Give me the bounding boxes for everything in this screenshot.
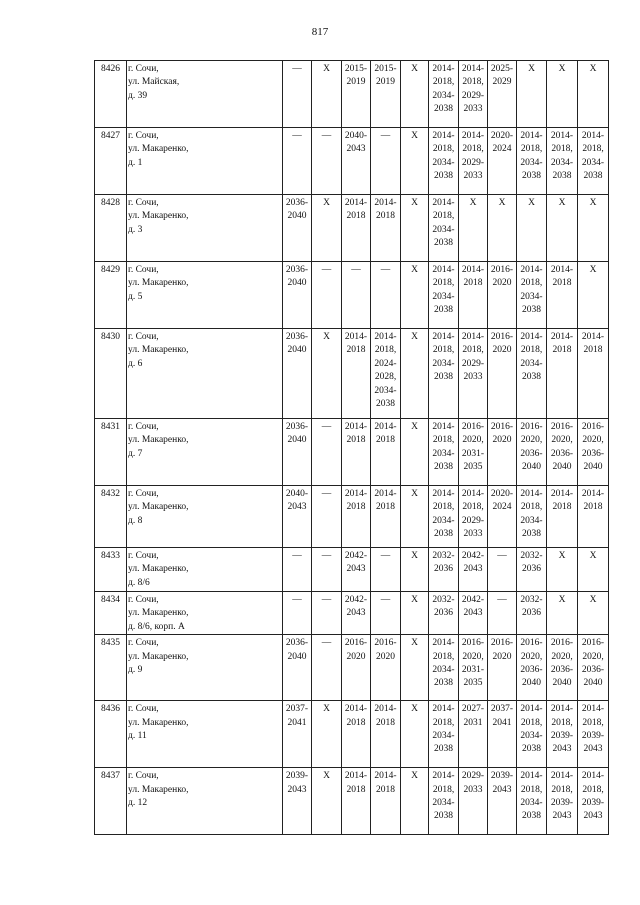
- address-line: ул. Макаренко,: [128, 211, 189, 222]
- period-cell: —: [488, 548, 517, 592]
- address-line: ул. Макаренко,: [128, 144, 189, 155]
- period-cell: —: [371, 128, 401, 195]
- period-cell: 2014- 2018: [371, 701, 401, 768]
- period-cell: 2014- 2018, 2034- 2038: [429, 128, 459, 195]
- address-line: д. 6: [128, 358, 143, 369]
- period-cell: X: [312, 701, 342, 768]
- period-cell: X: [401, 701, 429, 768]
- period-cell: X: [401, 592, 429, 635]
- period-cell: 2014- 2018: [578, 486, 609, 548]
- period-cell: 2042- 2043: [459, 548, 488, 592]
- period-cell: 2014- 2018: [578, 329, 609, 419]
- table-row: [95, 548, 609, 592]
- period-cell: 2014- 2018, 2034- 2038: [429, 486, 459, 548]
- table-row: [95, 419, 609, 486]
- period-cell: 2025- 2029: [488, 61, 517, 128]
- row-number: 8437: [95, 768, 127, 835]
- address-line: д. 11: [128, 731, 147, 742]
- address-line: ул. Макаренко,: [128, 608, 189, 619]
- period-cell: X: [401, 128, 429, 195]
- period-cell: 2040- 2043: [342, 128, 371, 195]
- address-line: ул. Макаренко,: [128, 435, 189, 446]
- row-number: 8436: [95, 701, 127, 768]
- period-cell: X: [459, 195, 488, 262]
- address-line: д. 3: [128, 224, 143, 235]
- period-cell: X: [517, 61, 547, 128]
- period-cell: X: [578, 548, 609, 592]
- address-cell: [127, 548, 283, 592]
- period-cell: 2016- 2020, 2036- 2040: [547, 635, 578, 701]
- address-line: д. 12: [128, 798, 148, 809]
- period-cell: 2014- 2018, 2029- 2033: [459, 61, 488, 128]
- period-cell: X: [312, 61, 342, 128]
- period-cell: 2036- 2040: [283, 419, 312, 486]
- period-cell: 2015- 2019: [342, 61, 371, 128]
- period-cell: 2020- 2024: [488, 128, 517, 195]
- table-row: [95, 768, 609, 835]
- period-cell: 2032- 2036: [429, 548, 459, 592]
- period-cell: X: [401, 419, 429, 486]
- period-cell: X: [401, 548, 429, 592]
- period-cell: 2014- 2018: [342, 701, 371, 768]
- period-cell: 2014- 2018, 2039- 2043: [578, 701, 609, 768]
- period-cell: 2016- 2020: [488, 329, 517, 419]
- period-cell: 2014- 2018, 2034- 2038: [429, 701, 459, 768]
- period-cell: X: [488, 195, 517, 262]
- period-cell: 2014- 2018, 2034- 2038: [517, 701, 547, 768]
- period-cell: 2014- 2018, 2029- 2033: [459, 329, 488, 419]
- period-cell: 2016- 2020: [488, 635, 517, 701]
- address-line: г. Сочи,: [128, 595, 159, 605]
- period-cell: 2016- 2020: [371, 635, 401, 701]
- table-row: [95, 195, 609, 262]
- address-cell: [127, 61, 283, 128]
- period-cell: 2020- 2024: [488, 486, 517, 548]
- period-cell: 2014- 2018, 2034- 2038: [578, 128, 609, 195]
- address-line: д. 8/6, корп. А: [128, 621, 185, 632]
- period-cell: 2014- 2018: [342, 486, 371, 548]
- row-number: 8430: [95, 329, 127, 419]
- address-cell: [127, 486, 283, 548]
- table-row: [95, 329, 609, 419]
- period-cell: 2014- 2018: [342, 195, 371, 262]
- period-cell: 2014- 2018: [371, 768, 401, 835]
- address-line: г. Сочи,: [128, 704, 159, 715]
- period-cell: 2014- 2018, 2034- 2038: [517, 486, 547, 548]
- period-cell: 2039- 2043: [488, 768, 517, 835]
- row-number: 8434: [95, 592, 127, 635]
- period-cell: X: [547, 592, 578, 635]
- period-cell: 2014- 2018: [342, 329, 371, 419]
- row-number: 8429: [95, 262, 127, 329]
- row-number: 8431: [95, 419, 127, 486]
- period-cell: 2027- 2031: [459, 701, 488, 768]
- address-line: г. Сочи,: [128, 332, 159, 342]
- address-line: г. Сочи,: [128, 198, 159, 208]
- period-cell: —: [312, 548, 342, 592]
- address-cell: [127, 329, 283, 419]
- address-cell: [127, 768, 283, 835]
- period-cell: X: [517, 195, 547, 262]
- address-cell: [127, 128, 283, 195]
- period-cell: 2014- 2018, 2034- 2038: [517, 128, 547, 195]
- period-cell: 2014- 2018, 2034- 2038: [429, 329, 459, 419]
- period-cell: 2016- 2020, 2036- 2040: [578, 635, 609, 701]
- period-cell: 2036- 2040: [283, 262, 312, 329]
- period-cell: 2037- 2041: [488, 701, 517, 768]
- period-cell: X: [578, 592, 609, 635]
- period-cell: 2014- 2018: [547, 329, 578, 419]
- period-cell: 2042- 2043: [459, 592, 488, 635]
- row-number: 8435: [95, 635, 127, 701]
- period-cell: X: [401, 486, 429, 548]
- period-cell: 2014- 2018, 2034- 2038: [429, 419, 459, 486]
- period-cell: 2015- 2019: [371, 61, 401, 128]
- period-cell: X: [401, 61, 429, 128]
- row-number: 8433: [95, 548, 127, 592]
- period-cell: 2036- 2040: [283, 329, 312, 419]
- period-cell: 2016- 2020, 2036- 2040: [578, 419, 609, 486]
- period-cell: —: [283, 548, 312, 592]
- address-line: ул. Макаренко,: [128, 651, 189, 662]
- address-line: д. 8: [128, 515, 143, 526]
- period-cell: —: [283, 128, 312, 195]
- period-cell: 2014- 2018, 2034- 2038: [429, 768, 459, 835]
- address-line: г. Сочи,: [128, 64, 159, 74]
- row-number: 8432: [95, 486, 127, 548]
- period-cell: X: [401, 195, 429, 262]
- period-cell: 2014- 2018, 2024- 2028, 2034- 2038: [371, 329, 401, 419]
- period-cell: —: [312, 262, 342, 329]
- period-cell: X: [401, 262, 429, 329]
- period-cell: 2016- 2020: [342, 635, 371, 701]
- address-line: г. Сочи,: [128, 638, 159, 649]
- period-cell: 2014- 2018, 2029- 2033: [459, 486, 488, 548]
- period-cell: 2016- 2020, 2036- 2040: [517, 419, 547, 486]
- address-cell: [127, 635, 283, 701]
- period-cell: —: [371, 548, 401, 592]
- address-line: г. Сочи,: [128, 489, 159, 499]
- address-line: ул. Макаренко,: [128, 502, 189, 513]
- row-number: 8427: [95, 128, 127, 195]
- table-row: [95, 61, 609, 128]
- address-cell: [127, 701, 283, 768]
- table-row: [95, 128, 609, 195]
- period-cell: 2014- 2018, 2039- 2043: [547, 701, 578, 768]
- period-cell: 2014- 2018: [371, 195, 401, 262]
- page-number: 817: [311, 26, 329, 38]
- period-cell: 2032- 2036: [517, 592, 547, 635]
- period-cell: 2016- 2020, 2031- 2035: [459, 419, 488, 486]
- period-cell: 2014- 2018, 2034- 2038: [517, 262, 547, 329]
- address-line: г. Сочи,: [128, 422, 159, 432]
- address-line: г. Сочи,: [128, 771, 159, 782]
- period-cell: —: [371, 262, 401, 329]
- period-cell: —: [312, 635, 342, 701]
- period-cell: 2029- 2033: [459, 768, 488, 835]
- address-cell: [127, 419, 283, 486]
- period-cell: X: [401, 329, 429, 419]
- period-cell: 2014- 2018, 2034- 2038: [429, 262, 459, 329]
- period-cell: —: [312, 419, 342, 486]
- address-line: ул. Макаренко,: [128, 784, 189, 795]
- address-line: ул. Макаренко,: [128, 564, 189, 575]
- address-line: ул. Макаренко,: [128, 345, 189, 356]
- period-cell: 2014- 2018, 2034- 2038: [429, 195, 459, 262]
- period-cell: 2014- 2018: [547, 486, 578, 548]
- address-cell: [127, 195, 283, 262]
- period-cell: 2014- 2018, 2039- 2043: [547, 768, 578, 835]
- period-cell: X: [312, 195, 342, 262]
- address-line: г. Сочи,: [128, 131, 159, 141]
- address-line: д. 1: [128, 157, 143, 168]
- period-cell: X: [547, 195, 578, 262]
- address-cell: [127, 592, 283, 635]
- period-cell: X: [547, 548, 578, 592]
- period-cell: —: [312, 592, 342, 635]
- address-line: ул. Майская,: [128, 77, 180, 88]
- period-cell: 2014- 2018: [371, 486, 401, 548]
- period-cell: 2014- 2018: [371, 419, 401, 486]
- period-cell: 2037- 2041: [283, 701, 312, 768]
- period-cell: 2036- 2040: [283, 195, 312, 262]
- period-cell: —: [312, 486, 342, 548]
- period-cell: X: [401, 768, 429, 835]
- period-cell: 2016- 2020, 2036- 2040: [517, 635, 547, 701]
- period-cell: 2014- 2018: [547, 262, 578, 329]
- period-cell: —: [488, 592, 517, 635]
- period-cell: 2042- 2043: [342, 548, 371, 592]
- period-cell: 2014- 2018, 2034- 2038: [517, 329, 547, 419]
- period-cell: X: [578, 262, 609, 329]
- period-cell: 2014- 2018: [342, 419, 371, 486]
- period-cell: —: [342, 262, 371, 329]
- period-cell: —: [371, 592, 401, 635]
- period-cell: 2042- 2043: [342, 592, 371, 635]
- table-row: [95, 701, 609, 768]
- address-line: д. 39: [128, 90, 148, 101]
- period-cell: 2032- 2036: [429, 592, 459, 635]
- address-line: г. Сочи,: [128, 265, 159, 275]
- period-cell: 2016- 2020: [488, 419, 517, 486]
- table-row: [95, 486, 609, 548]
- period-cell: 2039- 2043: [283, 768, 312, 835]
- address-line: д. 9: [128, 665, 143, 676]
- period-cell: 2014- 2018, 2034- 2038: [547, 128, 578, 195]
- address-line: ул. Макаренко,: [128, 278, 189, 289]
- period-cell: X: [312, 329, 342, 419]
- period-cell: —: [312, 128, 342, 195]
- period-cell: 2014- 2018, 2034- 2038: [429, 635, 459, 701]
- period-cell: 2016- 2020: [488, 262, 517, 329]
- period-cell: 2032- 2036: [517, 548, 547, 592]
- period-cell: 2014- 2018, 2034- 2038: [517, 768, 547, 835]
- table-row: [95, 635, 609, 701]
- period-cell: 2036- 2040: [283, 635, 312, 701]
- row-number: 8428: [95, 195, 127, 262]
- period-cell: 2014- 2018, 2034- 2038: [429, 61, 459, 128]
- period-cell: 2014- 2018: [342, 768, 371, 835]
- period-cell: 2014- 2018, 2029- 2033: [459, 128, 488, 195]
- period-cell: X: [401, 635, 429, 701]
- period-cell: 2014- 2018, 2039- 2043: [578, 768, 609, 835]
- address-line: ул. Макаренко,: [128, 717, 189, 728]
- register-table: [94, 60, 609, 835]
- address-cell: [127, 262, 283, 329]
- period-cell: 2014- 2018: [459, 262, 488, 329]
- row-number: 8426: [95, 61, 127, 128]
- period-cell: —: [283, 61, 312, 128]
- address-line: д. 8/6: [128, 577, 150, 588]
- period-cell: —: [283, 592, 312, 635]
- period-cell: X: [578, 61, 609, 128]
- period-cell: 2040- 2043: [283, 486, 312, 548]
- address-line: д. 7: [128, 448, 143, 459]
- table-row: [95, 592, 609, 635]
- table-row: [95, 262, 609, 329]
- period-cell: X: [547, 61, 578, 128]
- address-line: г. Сочи,: [128, 551, 159, 561]
- period-cell: X: [578, 195, 609, 262]
- period-cell: 2016- 2020, 2031- 2035: [459, 635, 488, 701]
- address-line: д. 5: [128, 291, 143, 302]
- period-cell: 2016- 2020, 2036- 2040: [547, 419, 578, 486]
- period-cell: X: [312, 768, 342, 835]
